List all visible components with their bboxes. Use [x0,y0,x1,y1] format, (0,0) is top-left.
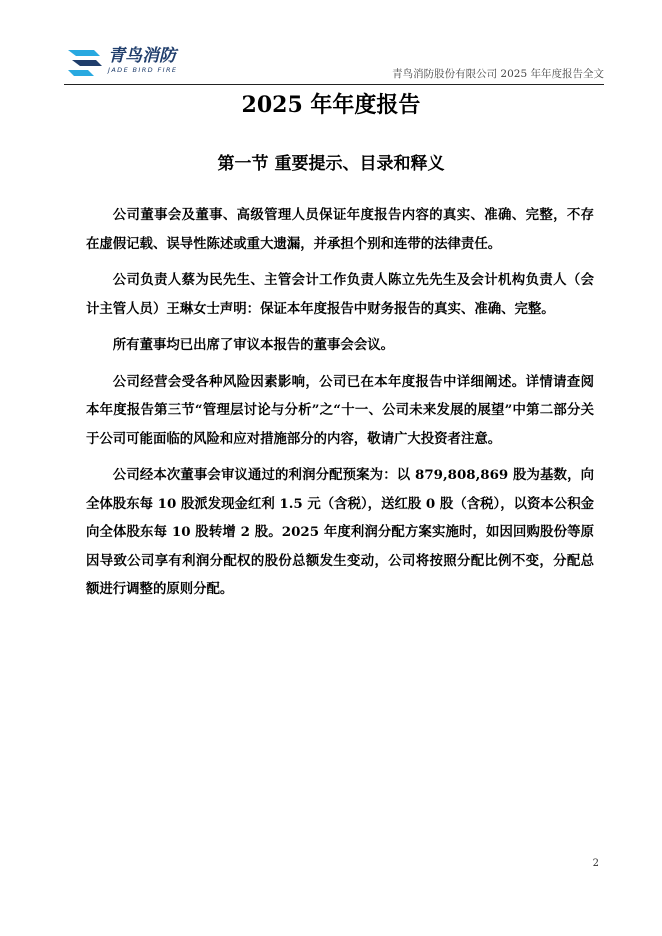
page-number: 2 [592,858,599,869]
logo-chinese-text: 青鸟消防 [108,46,176,66]
paragraph-board-guarantee: 公司董事会及董事、高级管理人员保证年度报告内容的真实、准确、完整，不存在虚假记载、误导性陈述或重大遗漏，并承担个别和连带的法律责任。 [86,207,594,252]
paragraph-responsible-persons: 公司负责人蔡为民先生、主管会计工作负责人陈立先先生及会计机构负责人（会计主管人员）王琳女士声明：保证本年度报告中财务报告的真实、准确、完整。 [86,272,594,317]
header-divider [64,84,604,85]
paragraph-risk-factors: 公司经营会受各种风险因素影响，公司已在本年度报告中详细阐述。详情请查阅本年度报告第三节“管理层讨论与分析”之“十一、公司未来发展的展望”中第二部分关于公司可能面临的风险和应对措施部分的内容，敬请广大投资者注意。 [86,373,594,447]
jade-bird-logo-icon [66,46,106,80]
running-header-title: 青鸟消防股份有限公司 2025 年年度报告全文 [392,68,604,80]
logo-english-text: JADE BIRD FIRE [108,66,178,74]
paragraph-profit-distribution: 公司经本次董事会审议通过的利润分配预案为：以 879,808,869 股为基数，向全体股东每 10 股派发现金红利 1.5 元（含税），送红股 0 股（含税），以资本公积金向全体股东每 10 股转增 2 股。2025 年度利润分配方案实施时，如因回购股份等原因导致公司享有利润分配权的股份总额发生变动，公司将按照分配比例不变，分配总额进行调整的原则分配。 [86,467,594,597]
report-title: 2025 年年度报告 [241,92,421,118]
company-logo [66,46,216,80]
paragraph-directors-attendance: 所有董事均已出席了审议本报告的董事会会议。 [112,337,394,353]
section-title: 第一节 重要提示、目录和释义 [217,154,445,174]
important-notice-body [86,201,594,612]
